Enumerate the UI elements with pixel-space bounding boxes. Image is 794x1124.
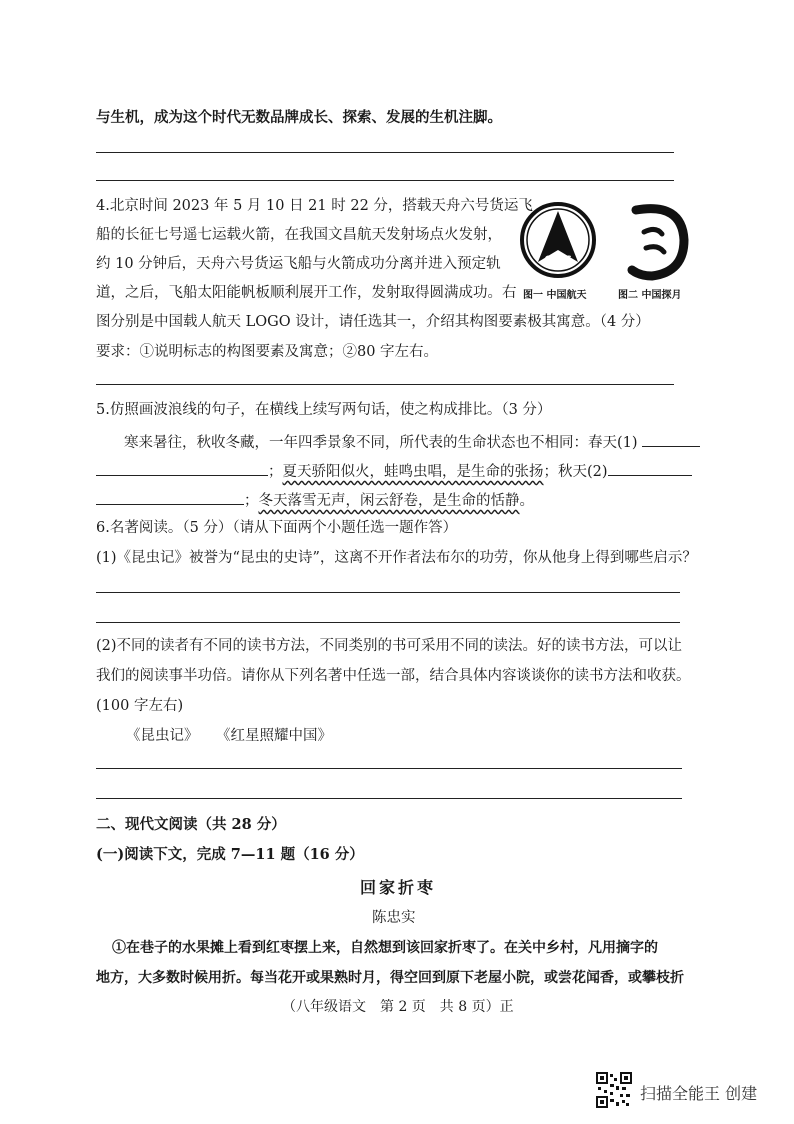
figure-caption-2: 图二 中国探月 [618,290,682,301]
fill-blank-1-cont[interactable] [96,461,268,476]
qr-code-icon [596,1072,632,1108]
article-paragraph: ①在巷子的水果摊上看到红枣摆上来，自然想到该回家折枣了。在关中乡村，凡用摘字的 [112,940,658,956]
q5-line [124,432,700,453]
logo-text: CASC [544,255,572,265]
article-author: 陈忠实 [372,910,416,926]
wavy-sentence-summer: 夏天骄阳似火，蛙鸣虫唱，是生命的张扬 [282,464,544,480]
fill-blank-2[interactable] [608,461,692,476]
fill-blank-1[interactable] [642,432,700,447]
casc-logo-icon [518,200,598,284]
q5-title: 5.仿照画波浪线的句子，在横线上续写两句话，使之构成排比。（3 分） [96,402,552,418]
article-title: 回家折枣 [360,878,437,897]
q6-sub1: (1)《昆虫记》被誉为“昆虫的史诗”，这离不开作者法布尔的功劳，你从他身上得到哪些启示？ [96,550,697,566]
q6-title: 6.名著阅读。（5 分）（请从下面两个小题任选一题作答） [96,520,458,536]
book-option-1: 《昆虫记》 [126,728,199,744]
q5-punct: 。 [519,493,534,509]
q5-punct: ； [244,493,259,509]
answer-line [96,622,680,623]
q5-line [96,490,534,511]
q5-line-text: 寒来暑往，秋收冬藏，一年四季景象不同，所代表的生命状态也不相同：春天(1) [124,435,638,451]
answer-line [96,798,682,799]
q4-line: 4.北京时间 2023 年 5 月 10 日 21 时 22 分，搭载天舟六号货运飞 [96,198,533,214]
scanner-watermark: 扫描全能王 创建 [640,1084,758,1103]
q4-line: 船的长征七号遥七运载火箭，在我国文昌航天发射场点火发射， [96,227,502,243]
page-footer: （八年级语文 第 2 页 共 8 页）正 [282,999,514,1015]
part-title: (一)阅读下文，完成 7—11 题（16 分） [96,846,364,863]
q6-sub2: (2)不同的读者有不同的读书方法，不同类别的书可采用不同的读法。好的读书方法，可以让 [96,638,683,654]
answer-line [96,592,680,593]
answer-line [96,768,682,769]
fill-blank-2-cont[interactable] [96,490,244,505]
continuation-line: 与生机，成为这个时代无数品牌成长、探索、发展的生机注脚。 [96,109,502,126]
q4-requirement: 要求：①说明标志的构图要素及寓意；②80 字左右。 [96,344,439,360]
article-paragraph: 地方，大多数时候用折。每当花开或果熟时月，得空回到原下老屋小院，或尝花闻香，或攀枝折 [96,970,684,986]
q6-sub2: 我们的阅读事半功倍。请你从下列名著中任选一部，结合具体内容谈谈你的读书方法和收获。 [96,668,691,684]
figure-caption-1: 图一 中国航天 [523,290,587,301]
q5-line [96,461,692,482]
q5-line-text: ；秋天(2) [543,464,608,480]
answer-line [96,152,674,153]
answer-line [96,384,674,385]
q6-sub2: (100 字左右) [96,698,184,714]
book-option-2: 《红星照耀中国》 [216,728,332,744]
q4-line: 图分别是中国载人航天 LOGO 设计，请任选其一，介绍其构图要素极其寓意。（4 分） [96,314,650,330]
wavy-sentence-winter: 冬天落雪无声，闲云舒卷，是生命的恬静 [258,493,520,509]
q5-punct: ； [268,464,283,480]
q4-line: 约 10 分钟后，天舟六号货运飞船与火箭成功分离并进入预定轨 [96,256,501,272]
answer-line [96,180,674,181]
section-title: 二、现代文阅读（共 28 分） [96,816,286,833]
q4-line: 道，之后，飞船太阳能帆板顺利展开工作，发射取得圆满成功。右 [96,285,517,301]
clep-logo-icon [622,200,696,284]
